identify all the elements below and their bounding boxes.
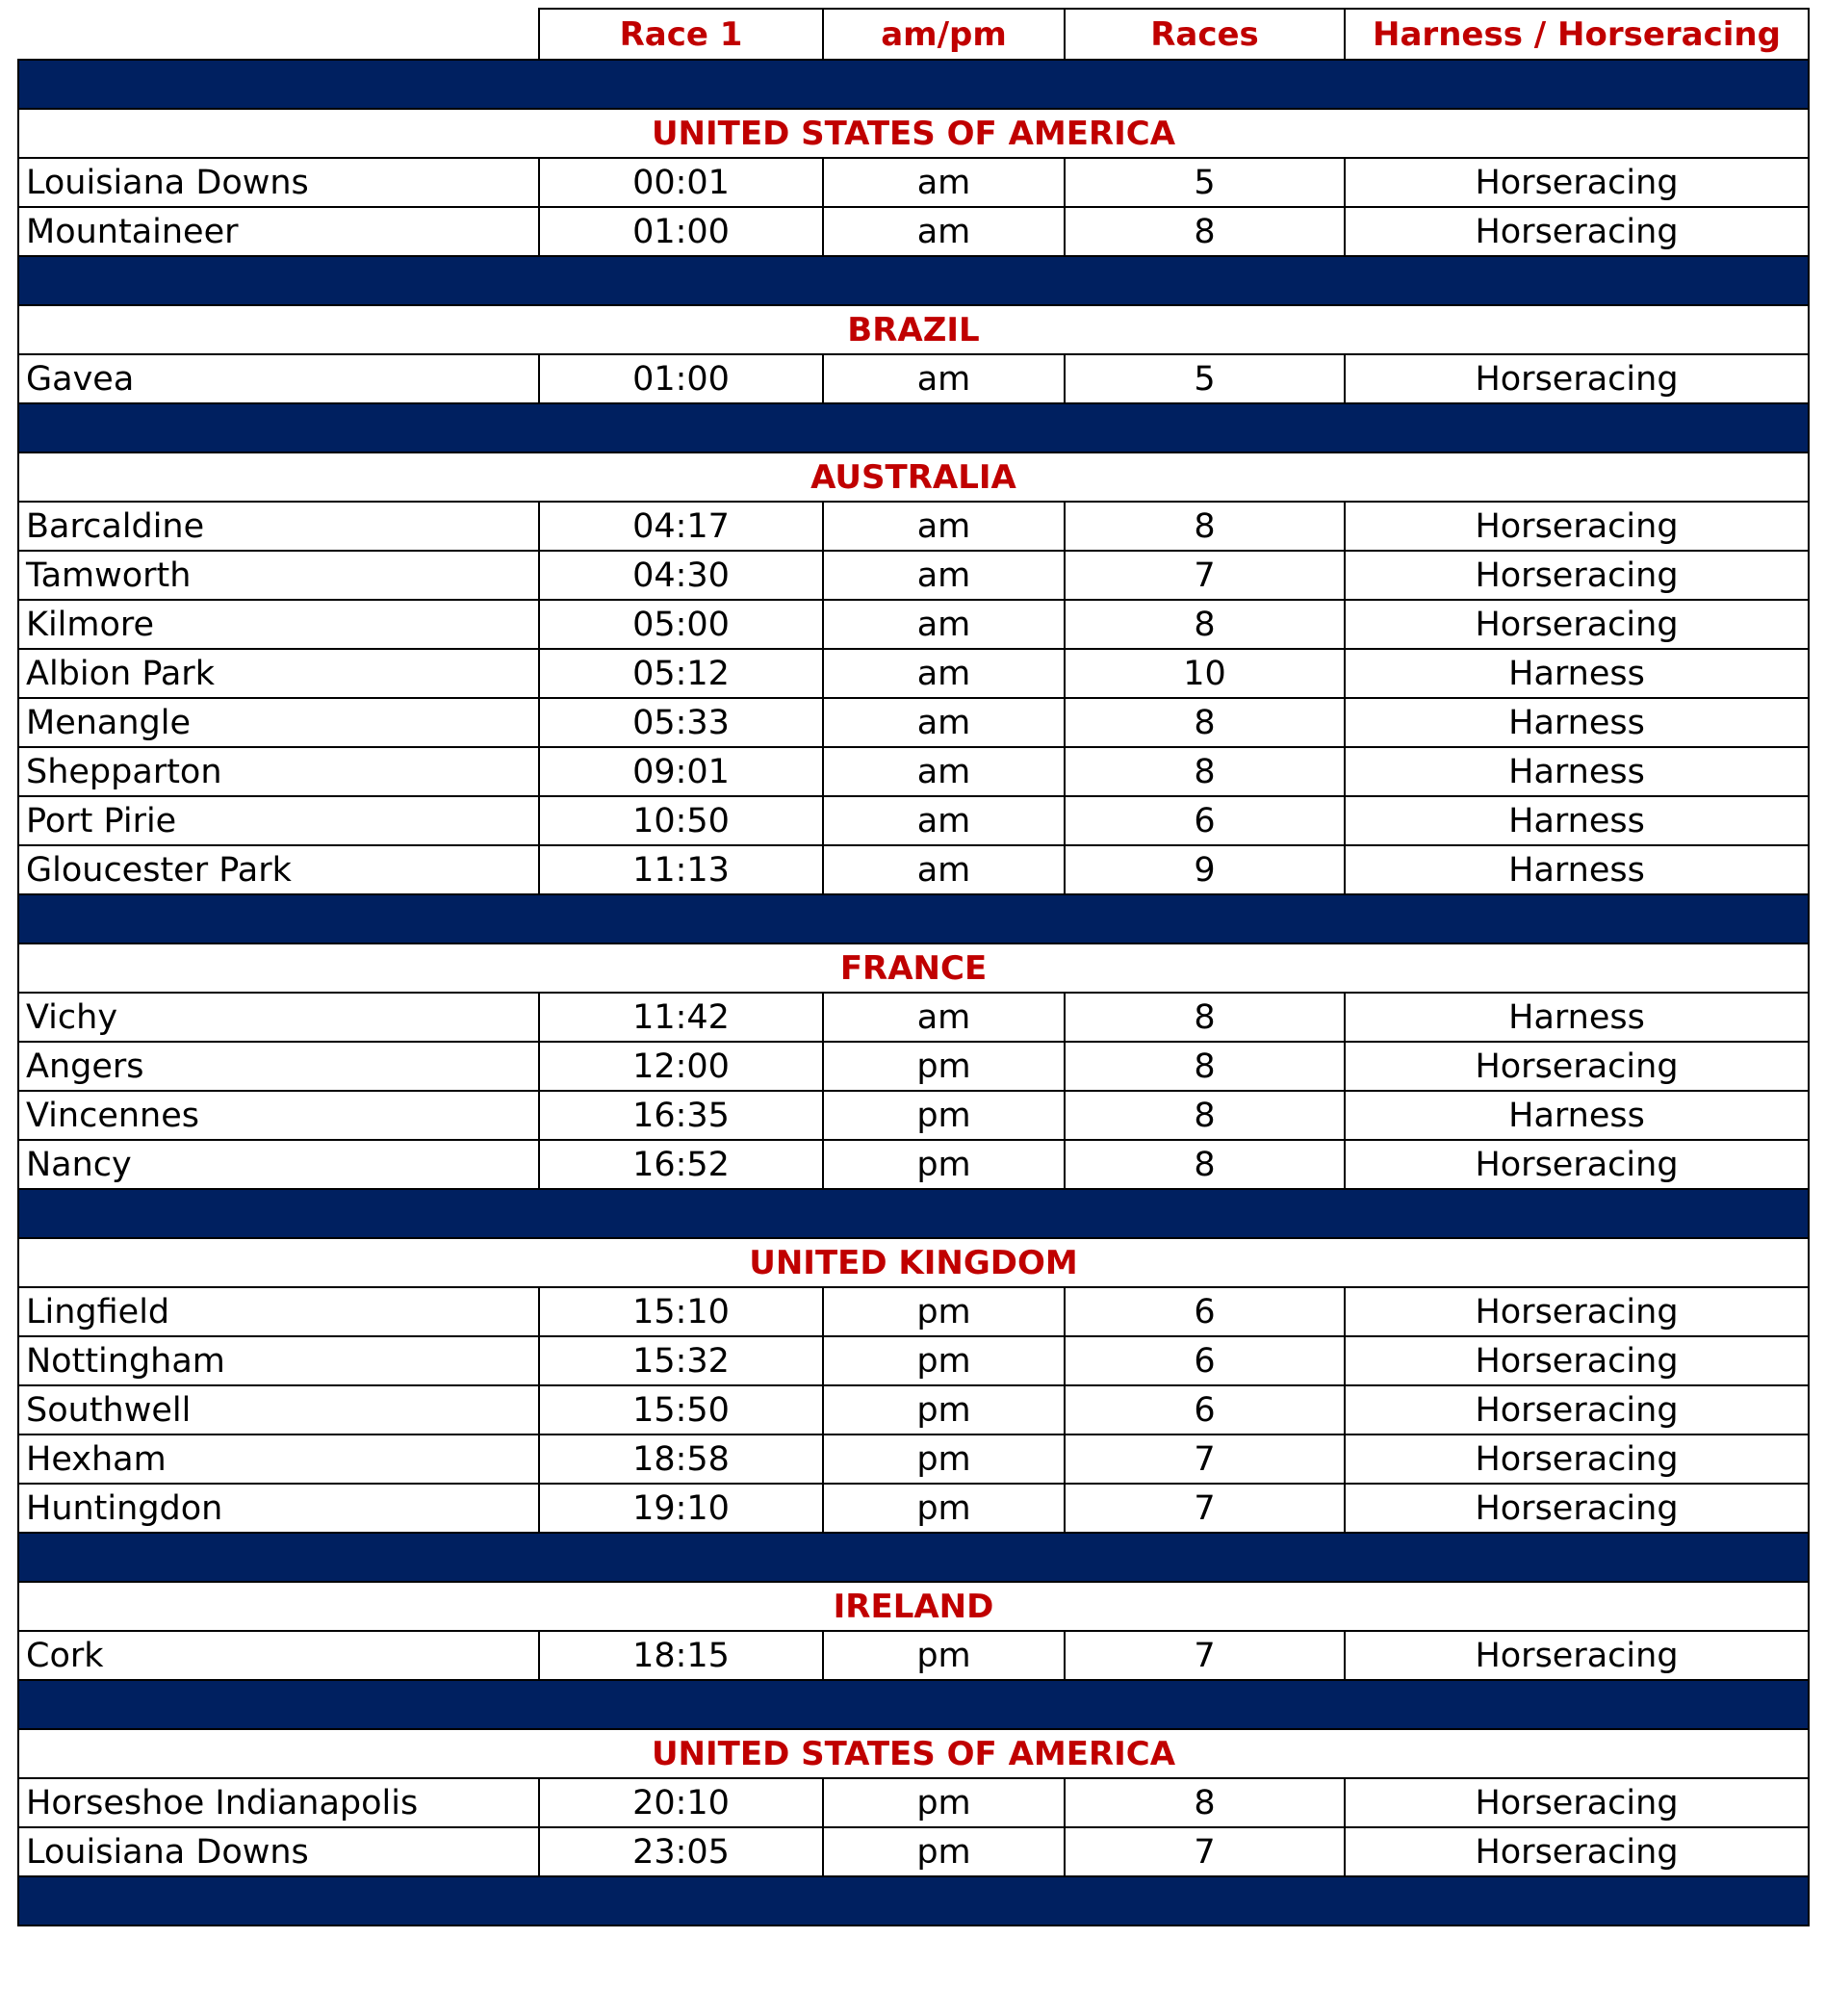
table-row <box>18 698 1809 747</box>
races-count-cell: 8 <box>1065 993 1345 1042</box>
race-type-cell: Horseracing <box>1345 551 1809 600</box>
country-header-row <box>18 305 1809 354</box>
divider-band-cell <box>18 1189 1809 1238</box>
races-count-cell: 8 <box>1065 1778 1345 1827</box>
ampm-cell: pm <box>823 1484 1065 1533</box>
races-count-cell: 10 <box>1065 649 1345 698</box>
race1-time-cell: 05:12 <box>539 649 823 698</box>
ampm-cell: am <box>823 158 1065 207</box>
race1-time-cell: 12:00 <box>539 1042 823 1091</box>
race1-time-cell: 11:13 <box>539 845 823 894</box>
header-ampm: am/pm <box>823 9 1065 60</box>
country-name: AUSTRALIA <box>18 452 1809 502</box>
venue-cell: Nottingham <box>18 1336 539 1385</box>
table-row <box>18 354 1809 403</box>
divider-band-cell <box>18 1680 1809 1729</box>
race-type-cell: Harness <box>1345 993 1809 1042</box>
country-header-row <box>18 1582 1809 1631</box>
ampm-cell: am <box>823 600 1065 649</box>
table-row <box>18 1778 1809 1827</box>
race1-time-cell: 16:52 <box>539 1140 823 1189</box>
ampm-cell: am <box>823 747 1065 796</box>
race1-time-cell: 15:32 <box>539 1336 823 1385</box>
venue-cell: Cork <box>18 1631 539 1680</box>
venue-cell: Gavea <box>18 354 539 403</box>
country-header-row <box>18 943 1809 993</box>
ampm-cell: pm <box>823 1827 1065 1876</box>
section-divider-band <box>18 1876 1809 1926</box>
race-type-cell: Harness <box>1345 845 1809 894</box>
venue-cell: Lingfield <box>18 1287 539 1336</box>
race-type-cell: Horseracing <box>1345 1827 1809 1876</box>
races-count-cell: 5 <box>1065 354 1345 403</box>
race-type-cell: Harness <box>1345 747 1809 796</box>
venue-cell: Gloucester Park <box>18 845 539 894</box>
divider-band-cell <box>18 403 1809 452</box>
ampm-cell: am <box>823 207 1065 256</box>
section-divider-band <box>18 1533 1809 1582</box>
section-divider-band <box>18 1189 1809 1238</box>
table-row <box>18 207 1809 256</box>
table-row <box>18 600 1809 649</box>
country-name: UNITED KINGDOM <box>18 1238 1809 1287</box>
ampm-cell: am <box>823 354 1065 403</box>
table-row <box>18 845 1809 894</box>
ampm-cell: pm <box>823 1042 1065 1091</box>
table-body <box>18 60 1809 1926</box>
race1-time-cell: 01:00 <box>539 354 823 403</box>
table-row <box>18 1091 1809 1140</box>
country-header-row <box>18 1729 1809 1778</box>
race-type-cell: Horseracing <box>1345 1631 1809 1680</box>
country-name: BRAZIL <box>18 305 1809 354</box>
race-type-cell: Horseracing <box>1345 207 1809 256</box>
race-type-cell: Horseracing <box>1345 1484 1809 1533</box>
venue-cell: Hexham <box>18 1434 539 1484</box>
section-divider-band <box>18 256 1809 305</box>
ampm-cell: pm <box>823 1778 1065 1827</box>
divider-band-cell <box>18 1876 1809 1926</box>
divider-band-cell <box>18 60 1809 109</box>
race1-time-cell: 05:33 <box>539 698 823 747</box>
header-blank-cell <box>18 9 539 60</box>
table-row <box>18 796 1809 845</box>
ampm-cell: am <box>823 649 1065 698</box>
races-count-cell: 8 <box>1065 1140 1345 1189</box>
race1-time-cell: 19:10 <box>539 1484 823 1533</box>
race-schedule-table <box>17 8 1810 1926</box>
section-divider-band <box>18 403 1809 452</box>
race-type-cell: Horseracing <box>1345 1140 1809 1189</box>
country-name: IRELAND <box>18 1582 1809 1631</box>
races-count-cell: 6 <box>1065 796 1345 845</box>
venue-cell: Menangle <box>18 698 539 747</box>
race-type-cell: Harness <box>1345 698 1809 747</box>
ampm-cell: am <box>823 551 1065 600</box>
races-count-cell: 8 <box>1065 600 1345 649</box>
table-row <box>18 747 1809 796</box>
race1-time-cell: 16:35 <box>539 1091 823 1140</box>
country-name: UNITED STATES OF AMERICA <box>18 109 1809 158</box>
ampm-cell: am <box>823 845 1065 894</box>
table-header <box>18 9 1809 60</box>
race1-time-cell: 10:50 <box>539 796 823 845</box>
race-type-cell: Horseracing <box>1345 158 1809 207</box>
table-row <box>18 649 1809 698</box>
races-count-cell: 7 <box>1065 1434 1345 1484</box>
races-count-cell: 8 <box>1065 1042 1345 1091</box>
races-count-cell: 6 <box>1065 1385 1345 1434</box>
venue-cell: Kilmore <box>18 600 539 649</box>
race1-time-cell: 04:30 <box>539 551 823 600</box>
race1-time-cell: 11:42 <box>539 993 823 1042</box>
venue-cell: Louisiana Downs <box>18 158 539 207</box>
table-row <box>18 1042 1809 1091</box>
race-type-cell: Horseracing <box>1345 600 1809 649</box>
country-header-row <box>18 1238 1809 1287</box>
country-header-row <box>18 109 1809 158</box>
ampm-cell: pm <box>823 1336 1065 1385</box>
race1-time-cell: 23:05 <box>539 1827 823 1876</box>
venue-cell: Vichy <box>18 993 539 1042</box>
venue-cell: Mountaineer <box>18 207 539 256</box>
venue-cell: Nancy <box>18 1140 539 1189</box>
table-row <box>18 1140 1809 1189</box>
table-row <box>18 551 1809 600</box>
races-count-cell: 7 <box>1065 1631 1345 1680</box>
table-row <box>18 1385 1809 1434</box>
races-count-cell: 6 <box>1065 1287 1345 1336</box>
venue-cell: Albion Park <box>18 649 539 698</box>
table-row <box>18 993 1809 1042</box>
table-row <box>18 1434 1809 1484</box>
ampm-cell: pm <box>823 1287 1065 1336</box>
races-count-cell: 8 <box>1065 502 1345 551</box>
venue-cell: Horseshoe Indianapolis <box>18 1778 539 1827</box>
race1-time-cell: 18:58 <box>539 1434 823 1484</box>
venue-cell: Louisiana Downs <box>18 1827 539 1876</box>
section-divider-band <box>18 894 1809 943</box>
race-type-cell: Horseracing <box>1345 1287 1809 1336</box>
race-type-cell: Horseracing <box>1345 354 1809 403</box>
race-type-cell: Horseracing <box>1345 502 1809 551</box>
race-type-cell: Horseracing <box>1345 1042 1809 1091</box>
races-count-cell: 7 <box>1065 551 1345 600</box>
header-type: Harness / Horseracing <box>1345 9 1809 60</box>
races-count-cell: 6 <box>1065 1336 1345 1385</box>
country-name: UNITED STATES OF AMERICA <box>18 1729 1809 1778</box>
table-row <box>18 502 1809 551</box>
header-race1: Race 1 <box>539 9 823 60</box>
race-type-cell: Harness <box>1345 649 1809 698</box>
venue-cell: Port Pirie <box>18 796 539 845</box>
venue-cell: Southwell <box>18 1385 539 1434</box>
race-schedule-sheet <box>17 8 1810 1926</box>
table-row <box>18 1336 1809 1385</box>
races-count-cell: 7 <box>1065 1827 1345 1876</box>
race1-time-cell: 15:50 <box>539 1385 823 1434</box>
race-type-cell: Harness <box>1345 796 1809 845</box>
race-type-cell: Horseracing <box>1345 1778 1809 1827</box>
race1-time-cell: 18:15 <box>539 1631 823 1680</box>
country-name: FRANCE <box>18 943 1809 993</box>
races-count-cell: 8 <box>1065 698 1345 747</box>
ampm-cell: pm <box>823 1385 1065 1434</box>
table-row <box>18 1287 1809 1336</box>
ampm-cell: am <box>823 993 1065 1042</box>
races-count-cell: 8 <box>1065 1091 1345 1140</box>
venue-cell: Vincennes <box>18 1091 539 1140</box>
ampm-cell: pm <box>823 1091 1065 1140</box>
race1-time-cell: 20:10 <box>539 1778 823 1827</box>
table-row <box>18 1827 1809 1876</box>
divider-band-cell <box>18 1533 1809 1582</box>
divider-band-cell <box>18 256 1809 305</box>
races-count-cell: 5 <box>1065 158 1345 207</box>
race-type-cell: Horseracing <box>1345 1385 1809 1434</box>
table-row <box>18 1484 1809 1533</box>
races-count-cell: 7 <box>1065 1484 1345 1533</box>
section-divider-band <box>18 60 1809 109</box>
table-row <box>18 1631 1809 1680</box>
race1-time-cell: 00:01 <box>539 158 823 207</box>
divider-band-cell <box>18 894 1809 943</box>
ampm-cell: am <box>823 502 1065 551</box>
venue-cell: Shepparton <box>18 747 539 796</box>
race-type-cell: Harness <box>1345 1091 1809 1140</box>
ampm-cell: pm <box>823 1434 1065 1484</box>
race1-time-cell: 01:00 <box>539 207 823 256</box>
races-count-cell: 9 <box>1065 845 1345 894</box>
ampm-cell: pm <box>823 1631 1065 1680</box>
ampm-cell: pm <box>823 1140 1065 1189</box>
races-count-cell: 8 <box>1065 207 1345 256</box>
race-type-cell: Horseracing <box>1345 1434 1809 1484</box>
table-row <box>18 158 1809 207</box>
ampm-cell: am <box>823 698 1065 747</box>
header-races: Races <box>1065 9 1345 60</box>
races-count-cell: 8 <box>1065 747 1345 796</box>
race1-time-cell: 05:00 <box>539 600 823 649</box>
race-type-cell: Horseracing <box>1345 1336 1809 1385</box>
race1-time-cell: 15:10 <box>539 1287 823 1336</box>
section-divider-band <box>18 1680 1809 1729</box>
venue-cell: Angers <box>18 1042 539 1091</box>
ampm-cell: am <box>823 796 1065 845</box>
race1-time-cell: 09:01 <box>539 747 823 796</box>
venue-cell: Barcaldine <box>18 502 539 551</box>
country-header-row <box>18 452 1809 502</box>
venue-cell: Tamworth <box>18 551 539 600</box>
race1-time-cell: 04:17 <box>539 502 823 551</box>
venue-cell: Huntingdon <box>18 1484 539 1533</box>
